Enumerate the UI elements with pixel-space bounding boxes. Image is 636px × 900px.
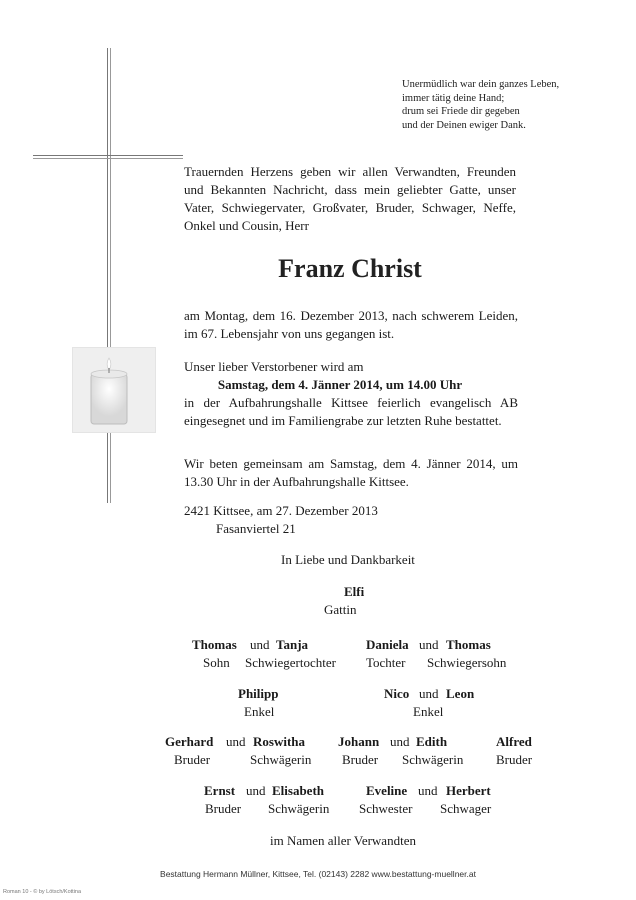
mourner-role: Schwester [359,801,413,816]
poem-line: und der Deinen ewiger Dank. [402,119,526,131]
conjunction: und [226,734,246,749]
mourner-role: Bruder [342,752,379,767]
prayer-notice: Wir beten gemeinsam am Samstag, dem 4. Jänner 2014, um 13.30 Uhr in der Aufbahrungshalle Kittsee. [184,456,518,489]
conjunction: und [419,637,439,652]
cross-vertical-line-2 [110,48,111,503]
cross-vertical-line-1 [107,48,108,503]
conjunction: und [250,637,270,652]
mourner-name: Daniela [366,637,409,652]
mourner-name: Herbert [446,783,491,798]
mourner-name: Thomas [192,637,237,652]
conjunction: und [418,783,438,798]
mourner-role: Schwiegertochter [245,655,336,670]
mourner-name: Philipp [238,686,279,701]
intro-text: Trauernden Herzens geben wir allen Verwandten, Freunden und Bekannten Nachricht, dass mein geliebter Gatte, unser Vater, Schwiegervater, Großvater, Bruder, Schwager, Neffe, Onkel und Cousin, Herr [184,164,516,233]
conjunction: und [419,686,439,701]
mourner-role: Enkel [413,704,444,719]
candle-icon [73,348,155,432]
candle-image [72,347,156,433]
mourner-name: Nico [384,686,410,701]
mourner-name: Roswitha [253,734,306,749]
closing-line: In Liebe und Dankbarkeit [281,552,415,567]
mourner-role: Sohn [203,655,230,670]
mourner-name: Gerhard [165,734,214,749]
mourner-name: Elfi [344,584,365,599]
poem-line: drum sei Friede dir gegeben [402,106,520,117]
mourner-name: Johann [338,734,380,749]
mourner-role: Enkel [244,704,275,719]
mourner-name: Thomas [446,637,491,652]
relatives-line: im Namen aller Verwandten [270,833,416,848]
mourner-name: Alfred [496,734,532,749]
tiny-print: Roman 10 - © by Lötsch/Kottina [3,889,82,895]
funeral-details: in der Aufbahrungshalle Kittsee feierlich evangelisch AB eingesegnet und im Familiengrabe zur letzten Ruhe bestattet. [184,395,518,428]
mourner-role: Tochter [366,655,406,670]
poem-line: immer tätig deine Hand; [402,92,505,104]
mourner-name: Leon [446,686,475,701]
funeral-date: Samstag, dem 4. Jänner 2014, um 14.00 Uhr [217,377,463,392]
mourner-role: Bruder [205,801,242,816]
mourner-role: Schwägerin [250,752,312,767]
poem-line: Unermüdlich war dein ganzes Leben, [402,79,560,90]
mourner-name: Edith [416,734,448,749]
mourner-role: Schwiegersohn [427,655,507,670]
death-notice: am Montag, dem 16. Dezember 2013, nach schwerem Leiden, im 67. Lebensjahr von uns gegangen ist. [184,308,518,341]
mourner-role: Schwägerin [402,752,464,767]
deceased-name: Franz Christ [278,254,422,283]
conjunction: und [390,734,410,749]
address: Fasanviertel 21 [216,521,296,536]
mourner-role: Gattin [324,602,357,617]
mourner-role: Schwager [440,801,492,816]
mourner-name: Ernst [204,783,236,798]
conjunction: und [246,783,266,798]
mourner-name: Elisabeth [272,783,325,798]
mourner-name: Tanja [276,637,309,652]
funeral-intro: Unser lieber Verstorbener wird am [184,359,364,374]
funeral-paragraph [184,358,518,430]
place-date: 2421 Kittsee, am 27. Dezember 2013 [184,503,378,518]
poem [402,78,559,132]
cross-horizontal-line-2 [33,158,183,159]
mourner-name: Eveline [366,783,408,798]
mourner-role: Schwägerin [268,801,330,816]
cross-horizontal-line-1 [33,155,183,156]
footer: Bestattung Hermann Müllner, Kittsee, Tel. (02143) 2282 www.bestattung-muellner.at [160,869,476,879]
mourner-role: Bruder [496,752,533,767]
mourner-role: Bruder [174,752,211,767]
